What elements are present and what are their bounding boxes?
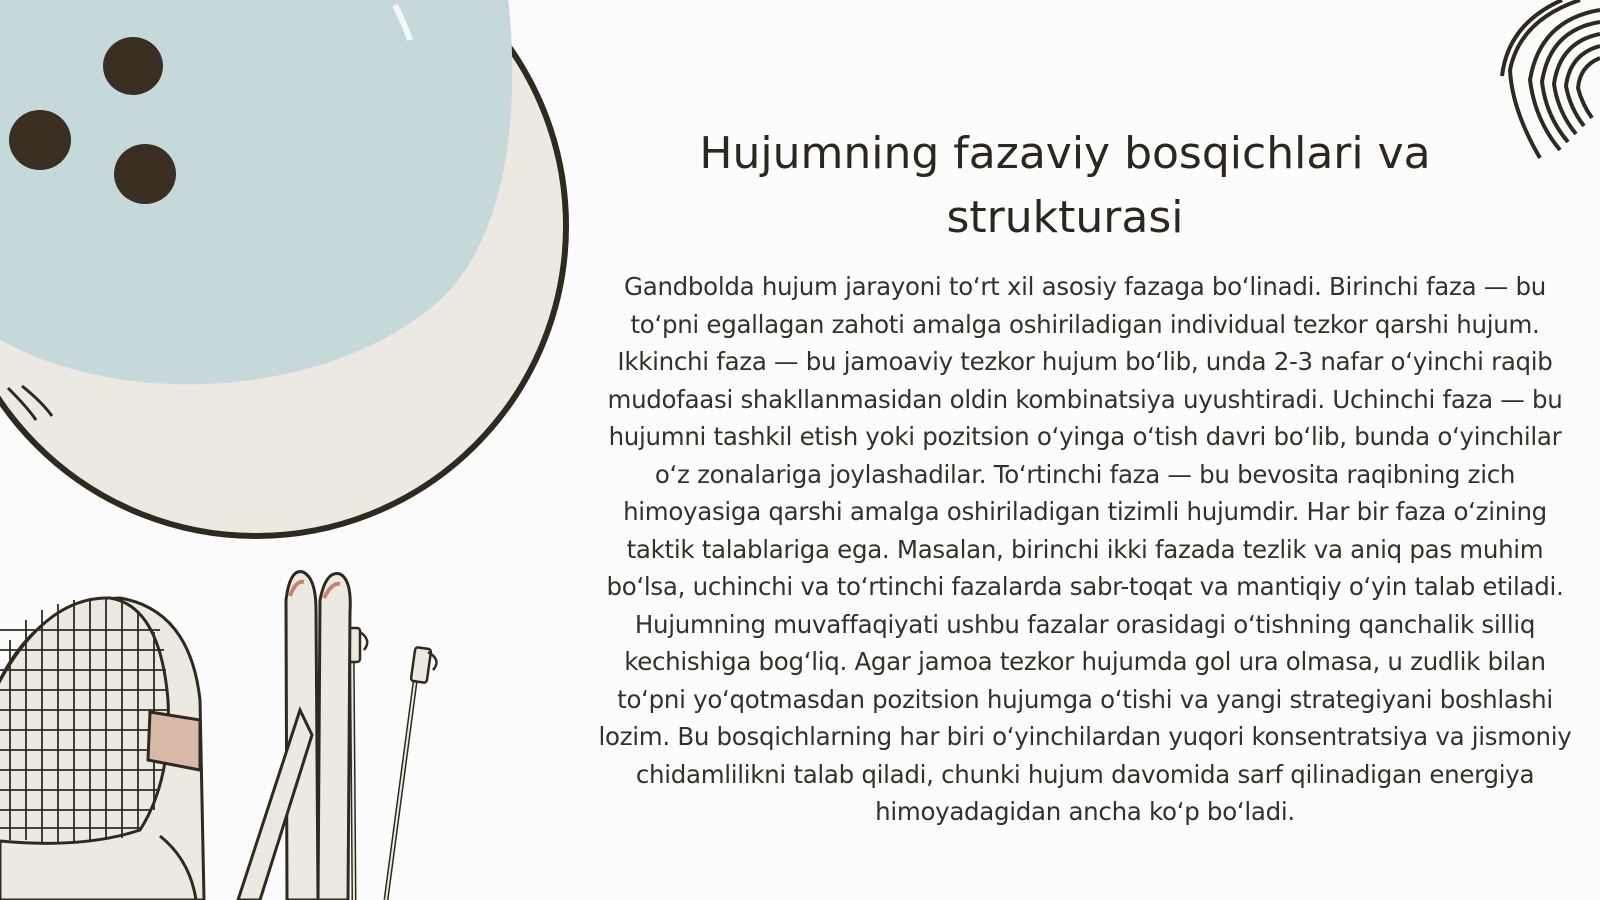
skis-illustration xyxy=(238,572,350,900)
thumb-hole xyxy=(114,144,176,204)
slide-body-text: Gandbolda hujum jarayoni to‘rt xil asosiy fazaga bo‘linadi. Birinchi faza — bu to‘pni egallagan zahoti amalga oshiriladigan individual tezkor qarshi hujum. Ikkinchi faza — bu jamoaviy tezkor hujum bo‘lib, unda 2-3 nafar o‘yinchi raqib mudofaasi shakllanmasidan oldin kombinatsiya uyushtiradi. Uchinchi faza — bu hujumni tashkil etish yoki pozitsion o‘yinga o‘tish davri bo‘lib, bunda o‘yinchilar o‘z zonalariga joylashadilar. To‘rtinchi faza — bu bevosita raqibning zich himoyasiga qarshi amalga oshiriladigan tizimli hujumdir. Har bir faza o‘zining taktik talablariga ega. Masalan, birinchi ikki fazada tezlik va aniq pas muhim bo‘lsa, uchinchi va to‘rtinchi fazalarda sabr-toqat va mantiqiy o‘yin talab etiladi. Hujumning muvaffaqiyati ushbu fazalar orasidagi o‘tishning qanchalik silliq kechishiga bog‘liq. Agar jamoa tezkor hujumda gol ura olmasa, u zudlik bilan to‘pni yo‘qotmasdan pozitsion hujumga o‘tishi va yangi strategiyani boshlashi lozim. Bu bosqichlarning har biri o‘yinchilardan yuqori konsentratsiya va jismoniy chidamlilikni talab qiladi, chunki hujum davomida sarf qilinadigan energiya himoyadagidan ancha ko‘p bo‘ladi. xyxy=(598,272,1572,826)
finger-hole xyxy=(9,110,71,170)
fencing-mask-illustration xyxy=(0,598,204,900)
sports-illustrations xyxy=(0,0,600,900)
slide-title: Hujumning fazaviy bosqichlari va strukturasi xyxy=(699,128,1431,243)
finger-hole xyxy=(103,37,163,95)
bowling-ball-illustration xyxy=(0,0,566,536)
decorative-lines xyxy=(1500,0,1600,170)
ski-poles-illustration xyxy=(344,628,437,900)
